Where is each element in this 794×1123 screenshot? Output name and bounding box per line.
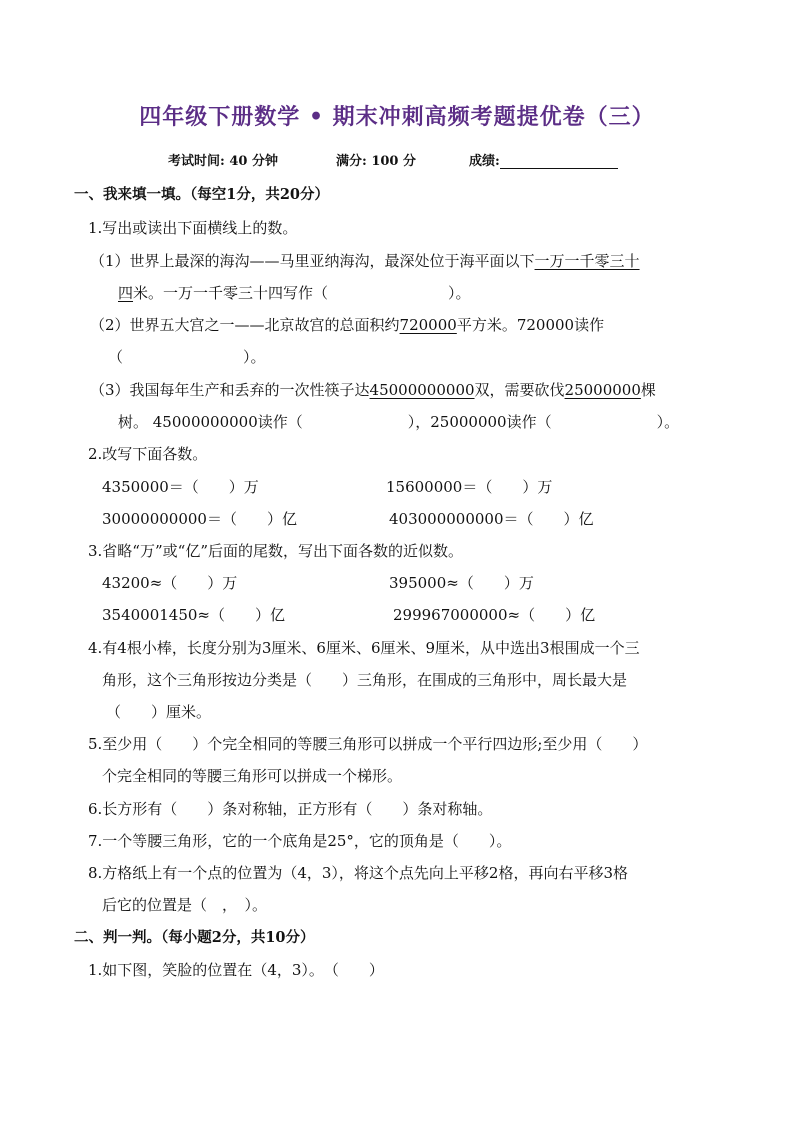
q1-sub2-line2: （ ）。 bbox=[108, 348, 266, 366]
q1-sub2-line1: （2）世界五大宫之一——北京故宫的总面积约720000平方米。720000读作 bbox=[90, 316, 605, 334]
q2-item-d: 403000000000＝（ ）亿 bbox=[389, 510, 594, 528]
q2-item-a: 4350000＝（ ）万 bbox=[102, 478, 259, 496]
full-score: 满分: 100 分 bbox=[336, 154, 416, 169]
q4-line1: 4.有4根小棒，长度分别为3厘米、6厘米、6厘米、9厘米，从中选出3根围成一个三 bbox=[88, 639, 640, 657]
q2-item-b: 15600000＝（ ）万 bbox=[386, 478, 553, 496]
q6: 6.长方形有（ ）条对称轴，正方形有（ ）条对称轴。 bbox=[88, 800, 493, 818]
page-title: 四年级下册数学 • 期末冲刺高频考题提优卷（三） bbox=[139, 104, 655, 130]
q1-sub1-line1: （1）世界上最深的海沟——马里亚纳海沟，最深处位于海平面以下一万一千零三十 bbox=[90, 252, 640, 270]
section1-heading: 一、我来填一填。（每空1分，共20分） bbox=[74, 186, 330, 203]
score-label: 成绩: bbox=[469, 154, 500, 169]
q7: 7.一个等腰三角形，它的一个底角是25°，它的顶角是（ ）。 bbox=[88, 832, 512, 850]
q8-line2: 后它的位置是（ ， ）。 bbox=[102, 896, 268, 914]
q4-line3: （ ）厘米。 bbox=[106, 703, 212, 721]
q3-item-a: 43200≈（ ）万 bbox=[102, 574, 238, 592]
score-field[interactable] bbox=[469, 150, 618, 169]
q1-stem: 1.写出或读出下面横线上的数。 bbox=[88, 219, 298, 237]
q5-line2: 个完全相同的等腰三角形可以拼成一个梯形。 bbox=[102, 767, 403, 785]
section2-heading: 二、判一判。（每小题2分，共10分） bbox=[74, 929, 315, 946]
exam-time: 考试时间: 40 分钟 bbox=[168, 154, 278, 169]
s2-q1: 1.如下图，笑脸的位置在（4，3）。 （ ） bbox=[88, 961, 384, 979]
q8-line1: 8.方格纸上有一个点的位置为（4，3），将这个点先向上平移2格，再向右平移3格 bbox=[88, 864, 628, 882]
q3-item-b: 395000≈（ ）万 bbox=[389, 574, 534, 592]
q2-item-c: 30000000000＝（ ）亿 bbox=[102, 510, 297, 528]
q3-item-c: 3540001450≈（ ）亿 bbox=[102, 606, 286, 624]
score-blank[interactable] bbox=[500, 154, 618, 169]
q2-stem: 2.改写下面各数。 bbox=[88, 445, 208, 463]
q5-line1: 5.至少用（ ）个完全相同的等腰三角形可以拼成一个平行四边形;至少用（ ） bbox=[88, 735, 648, 753]
q1-sub1-line2: 四米。一万一千零三十四写作（ ）。 bbox=[118, 284, 471, 302]
q3-item-d: 299967000000≈（ ）亿 bbox=[393, 606, 596, 624]
q4-line2: 角形，这个三角形按边分类是（ ）三角形，在围成的三角形中，周长最大是 bbox=[102, 671, 628, 689]
q1-sub3-line1: （3）我国每年生产和丢弃的一次性筷子达45000000000双，需要砍伐25000000棵 bbox=[90, 381, 656, 399]
q1-sub3-line2: 树。 45000000000读作（ ），25000000读作（ ）。 bbox=[118, 413, 680, 431]
q3-stem: 3.省略“万”或“亿”后面的尾数，写出下面各数的近似数。 bbox=[88, 542, 463, 560]
